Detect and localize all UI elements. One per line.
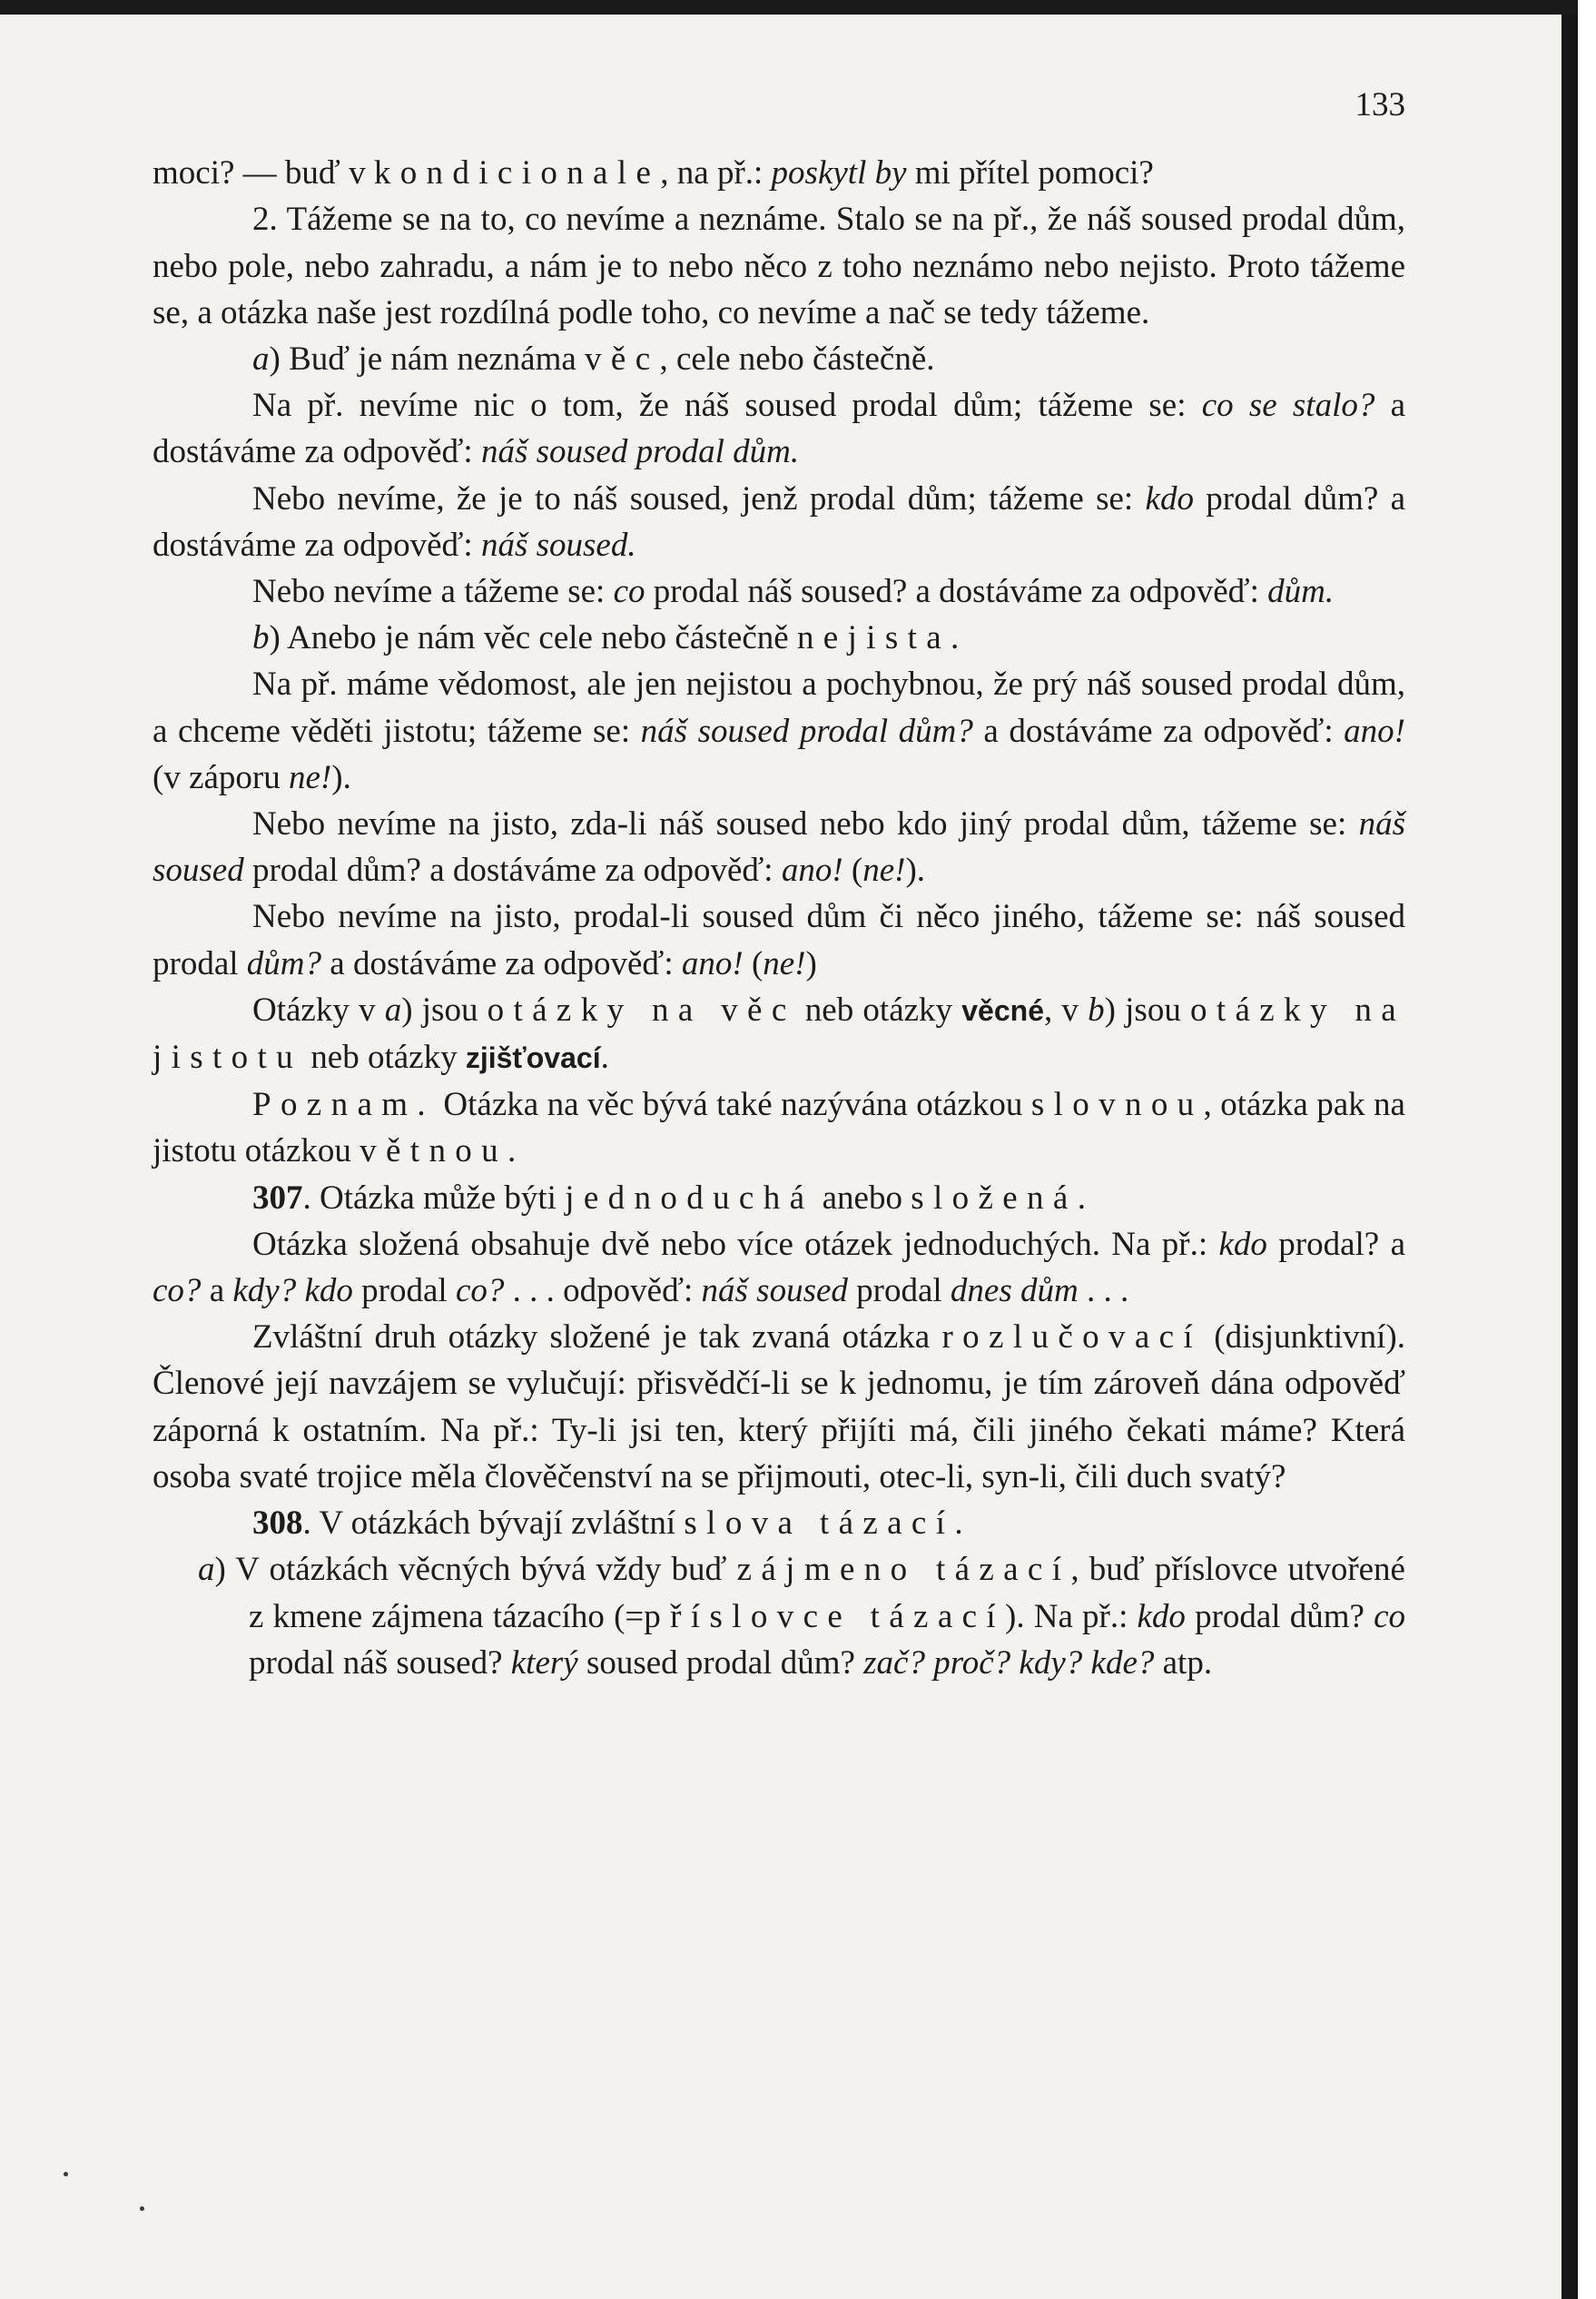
text: a (201, 1272, 233, 1310)
text: anebo (813, 1179, 911, 1217)
paragraph (153, 987, 1405, 1081)
text: . (507, 1132, 517, 1170)
text: prodal (352, 1272, 456, 1310)
italic-example: dům (1020, 1272, 1079, 1310)
text: neb otázky (795, 991, 962, 1029)
section-paragraph (153, 1500, 1405, 1546)
spaced-term: slovnou (1030, 1086, 1204, 1124)
bold-term: věcné (961, 993, 1044, 1027)
text: Zvláštní druh otázky složené je tak zvaná otázka (252, 1318, 942, 1357)
italic-example: náš soused (153, 805, 1405, 890)
text: prodal? a (1266, 1225, 1405, 1263)
list-marker: b (252, 619, 270, 657)
text: mi přítel pomoci? (906, 154, 1154, 192)
paragraph (153, 196, 1405, 336)
spaced-term: věc (585, 340, 660, 379)
paragraph (153, 150, 1405, 196)
italic-example: kdo (1218, 1225, 1267, 1263)
italic-example: kdo (1137, 1597, 1186, 1635)
italic-example: zač? proč? kdy? kde? (863, 1643, 1155, 1682)
text: ). (905, 852, 926, 890)
text: Na př. máme vědomost, ale jen nejistou a pochybnou, že prý náš soused prodal dům, a chceme věděti jistotu; tážeme se: (153, 666, 1405, 750)
text: . . . (1078, 1272, 1129, 1310)
text: ) (805, 944, 817, 982)
text (1012, 1272, 1020, 1309)
text: (v záporu (153, 758, 289, 796)
paragraph (153, 661, 1405, 801)
text: Nebo nevíme na jisto, prodal-li soused dům či něco jiného, tážeme se: náš soused prodal (153, 898, 1405, 982)
text: . V otázkách bývají zvláštní (302, 1505, 685, 1543)
spaced-term: otázky na věc (487, 991, 796, 1029)
text: Otázka na věc bývá také nazývána otázkou (434, 1086, 1031, 1124)
text: a dostáváme za odpověď: (972, 712, 1345, 750)
spaced-term: nejista (796, 619, 951, 657)
scan-top-border (0, 0, 1578, 15)
text: ( (842, 852, 863, 890)
text: , v (1043, 991, 1089, 1029)
italic-example: ne! (289, 758, 332, 796)
text: . . . odpověď: (504, 1272, 702, 1310)
spaced-term: slova tázací (684, 1505, 955, 1543)
text: ). (331, 758, 351, 796)
text: (disjunktivní). Členové její navzájem se vylučují: přisvědčí-li se k jednomu, je tím zároveň dána odpověď záporná k ostatním. Na př.: Ty-li jsi ten, který přijíti má, čili jiného čekati máme? Která osoba svaté trojice měla člověčenství na se přijmouti, otec-li, syn-li, čili duch svatý? (153, 1318, 1405, 1495)
text: , otázka pak na jistotu otázkou (153, 1086, 1405, 1170)
text: Otázky v (252, 991, 385, 1029)
italic-example: co se stalo? (1201, 387, 1375, 425)
text: . (600, 1039, 609, 1077)
text: a dostáváme za odpověď: (321, 944, 682, 982)
italic-example: náš soused prodal dům? (640, 712, 973, 750)
italic-example: co? (153, 1272, 202, 1310)
text: prodal dům? (1185, 1597, 1374, 1635)
italic-example: náš soused prodal dům. (480, 433, 800, 471)
spaced-term: příslovce tázací (644, 1597, 1006, 1635)
paragraph (153, 1221, 1405, 1314)
text: Nebo nevíme a tážeme se: (252, 573, 614, 611)
paragraph (153, 336, 1405, 382)
text: ) jsou (1104, 991, 1191, 1029)
italic-example: který (510, 1643, 578, 1682)
text: , buď příslovce utvořené z kmene zájmena tázacího (= (249, 1551, 1405, 1635)
text: ) V otázkách věcných bývá vždy buď (214, 1551, 737, 1589)
list-marker: a (252, 340, 270, 379)
list-paragraph (153, 1546, 1405, 1686)
text: neb otázky (302, 1039, 466, 1077)
list-marker: a (384, 991, 402, 1029)
paragraph (153, 1314, 1405, 1500)
paragraph (153, 476, 1405, 568)
spaced-term: kondicionale (373, 154, 661, 192)
text: ) Buď je nám neznáma (269, 340, 586, 379)
italic-example: náš soused (701, 1272, 848, 1310)
italic-example: co (1374, 1597, 1405, 1635)
paragraph (153, 615, 1405, 661)
italic-example: ne! (763, 944, 806, 982)
text: ) Anebo je nám věc cele nebo částečně (269, 619, 797, 657)
text: Na př. nevíme nic o tom, že náš soused prodal dům; tážeme se: (252, 387, 1202, 425)
text: moci? — buď v (153, 154, 374, 192)
text: . (951, 619, 960, 657)
section-number: 308 (252, 1505, 303, 1543)
text: prodal (847, 1272, 951, 1310)
italic-example: ne! (862, 852, 906, 890)
italic-example: náš soused. (480, 526, 636, 564)
paragraph (153, 801, 1405, 893)
italic-example: ano! (1344, 712, 1405, 750)
text: , cele nebo částečně. (659, 340, 935, 379)
text: , na př.: (660, 154, 772, 192)
text: a dostáváme za odpověď: (153, 387, 1405, 471)
text: prodal náš soused? (249, 1643, 511, 1682)
text: soused prodal dům? (577, 1643, 864, 1682)
bold-term: zjišťovací (465, 1041, 601, 1075)
italic-example: ano! (681, 944, 744, 982)
text: ( (743, 944, 764, 982)
text-block (153, 82, 1405, 1686)
italic-example: dům. (1267, 573, 1335, 611)
spaced-term: rozlučovací (941, 1318, 1203, 1357)
text: . Otázka může býti (302, 1179, 566, 1217)
italic-example: dnes (950, 1272, 1012, 1310)
italic-example: kdy? (232, 1272, 297, 1310)
list-marker: a (198, 1551, 215, 1589)
paragraph (153, 1081, 1405, 1174)
section-number: 307 (252, 1179, 303, 1217)
text: prodal dům? a dostáváme za odpověď: (153, 479, 1405, 564)
italic-example: poskytl by (771, 154, 907, 192)
scan-speck (140, 2206, 144, 2211)
spaced-term: větnou (360, 1132, 508, 1170)
spaced-term: jednoduchá (565, 1179, 814, 1217)
text: 2. Tážeme se na to, co nevíme a neznáme. Stalo se na př., že náš soused prodal dům, nebo pole, nebo zahradu, a nám je to nebo něco z toho neznámo nebo nejisto. Proto tážeme se, a otázka naše jest rozdílná podle toho, co nevíme a nač se tedy tážeme. (153, 201, 1405, 331)
text: Nebo nevíme, že je to náš soused, jenž prodal dům; tážeme se: (252, 479, 1146, 518)
scan-speck (64, 2172, 68, 2176)
text: Nebo nevíme na jisto, zda-li náš soused nebo kdo jiný prodal dům, tážeme se: (252, 805, 1359, 844)
paragraph (153, 382, 1405, 475)
italic-example: co (613, 573, 645, 611)
list-marker: b (1088, 991, 1105, 1029)
text: ) jsou (401, 991, 488, 1029)
spaced-term: složená (911, 1179, 1078, 1217)
italic-example: ano! (781, 852, 843, 890)
text: . (954, 1505, 963, 1543)
italic-example: co? (455, 1272, 505, 1310)
note-label: Poznam. (252, 1086, 435, 1124)
italic-example: kdo (1145, 479, 1194, 518)
text: ). Na př.: (1005, 1597, 1138, 1635)
italic-example: kdo (304, 1272, 353, 1310)
text: atp. (1154, 1643, 1213, 1682)
section-paragraph (153, 1175, 1405, 1221)
text: prodal dům? a dostáváme za odpověď: (243, 852, 782, 890)
spaced-term: otázky na jistotu (153, 991, 1405, 1077)
italic-example: dům? (246, 944, 322, 982)
text: prodal náš soused? a dostáváme za odpověď: (645, 573, 1268, 611)
spaced-term: zájmeno tázací (736, 1551, 1071, 1589)
text: Otázka složená obsahuje dvě nebo více otázek jednoduchých. Na př.: (252, 1225, 1219, 1263)
paragraph (153, 893, 1405, 986)
paragraph (153, 568, 1405, 615)
text: . (1077, 1179, 1086, 1217)
page-number: 133 (1355, 86, 1405, 123)
